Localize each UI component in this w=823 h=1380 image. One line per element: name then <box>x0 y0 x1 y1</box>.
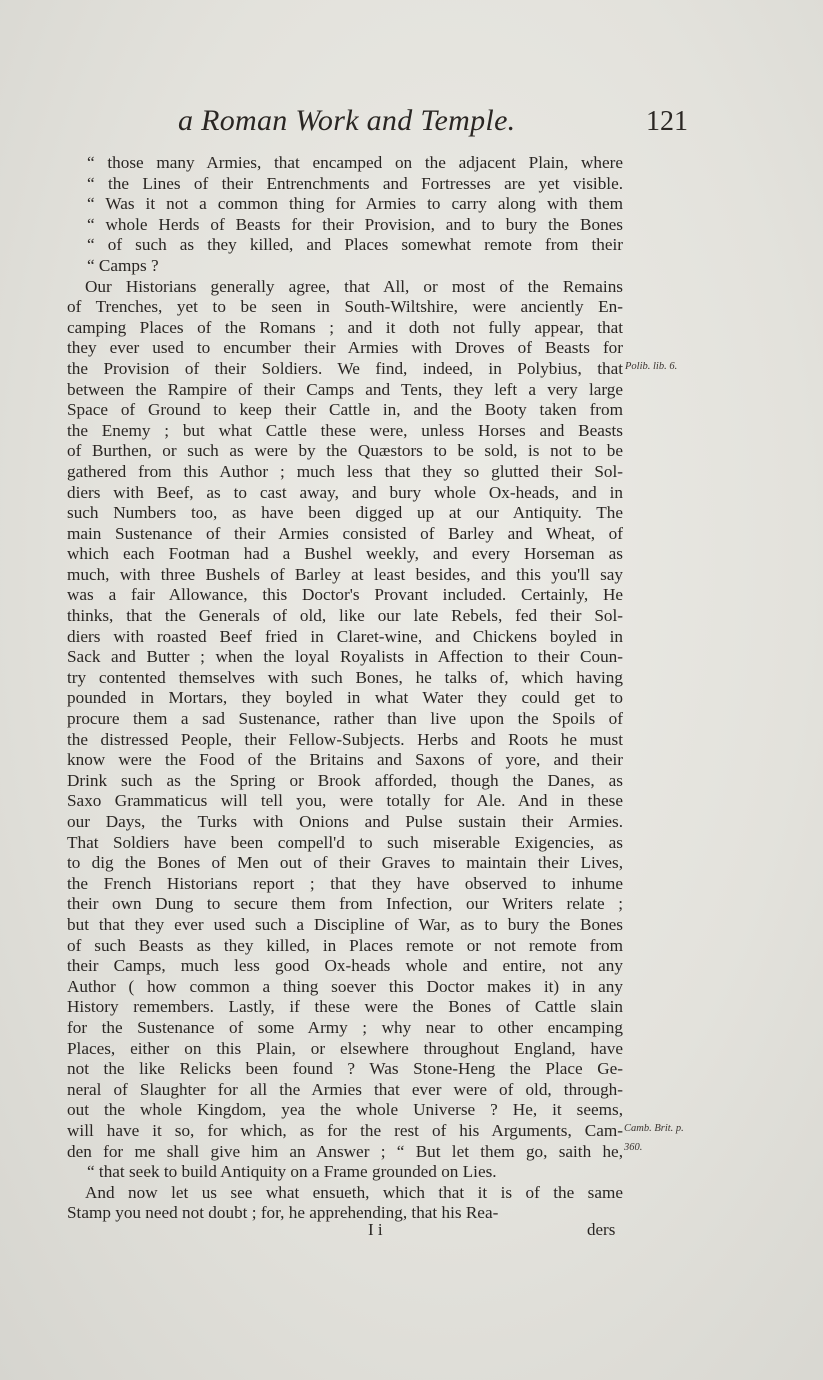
text-line: neral of Slaughter for all the Armies that ever were of old, through- <box>67 1079 623 1099</box>
text-line: for the Sustenance of some Army ; why near to other encamping <box>67 1017 623 1037</box>
text-line: diers with Beef, as to cast away, and bury whole Ox-heads, and in <box>67 482 623 502</box>
text-line: their own Dung to secure them from Infection, our Writers relate ; <box>67 894 623 914</box>
text-line: “ Camps ? <box>87 255 159 275</box>
signature-mark: I i <box>368 1220 383 1239</box>
text-line: to dig the Bones of Men out of their Graves to maintain their Lives, <box>67 853 623 873</box>
text-line: camping Places of the Romans ; and it doth not fully appear, that <box>67 317 623 337</box>
text-line: between the Rampire of their Camps and Tents, they left a very large <box>67 379 623 399</box>
text-line: History remembers. Lastly, if these were the Bones of Cattle slain <box>67 997 623 1017</box>
text-line: Space of Ground to keep their Cattle in, and the Booty taken from <box>67 400 623 420</box>
running-head <box>0 104 823 144</box>
text-line: “ of such as they killed, and Places somewhat remote from their <box>87 235 623 255</box>
margin-note-camden-page: 360. <box>624 1142 643 1153</box>
text-line: “ that seek to build Antiquity on a Frame grounded on Lies. <box>87 1162 497 1182</box>
text-line: of Burthen, or such as were by the Quæstors to be sold, is not to be <box>67 441 623 461</box>
text-line: pounded in Mortars, they boyled in what Water they could get to <box>67 688 623 708</box>
text-line: Places, either on this Plain, or elsewhere throughout England, have <box>67 1038 623 1058</box>
text-line: the distressed People, their Fellow-Subjects. Herbs and Roots he must <box>67 729 623 749</box>
text-line: diers with roasted Beef fried in Claret-wine, and Chickens boyled in <box>67 626 623 646</box>
text-line: “ whole Herds of Beasts for their Provision, and to bury the Bones <box>87 214 623 234</box>
text-line: of such Beasts as they killed, in Places remote or not remote from <box>67 935 623 955</box>
margin-note-polybius: Polib. lib. 6. <box>625 361 678 372</box>
text-line: such Numbers too, as have been digged up at our Antiquity. The <box>67 503 623 523</box>
text-line: And now let us see what ensueth, which that it is of the same <box>85 1182 623 1202</box>
text-line: Sack and Butter ; when the loyal Royalists in Affection to their Coun- <box>67 647 623 667</box>
text-line: our Days, the Turks with Onions and Pulse sustain their Armies. <box>67 812 623 831</box>
text-line: main Sustenance of their Armies consisted of Barley and Wheat, of <box>67 523 623 543</box>
text-line: they ever used to encumber their Armies with Droves of Beasts for <box>67 338 623 358</box>
text-line: “ those many Armies, that encamped on the adjacent Plain, where <box>87 153 623 172</box>
text-line: was a fair Allowance, this Doctor's Provant included. Certainly, He <box>67 585 623 605</box>
catchword: ders <box>587 1220 616 1239</box>
body-text <box>67 153 623 1224</box>
text-line: but that they ever used such a Discipline of War, as to bury the Bones <box>67 914 623 934</box>
running-head-title: a Roman Work and Temple. <box>178 104 516 137</box>
margin-note-camden: Camb. Brit. p. <box>624 1123 684 1134</box>
text-line: will have it so, for which, as for the rest of his Arguments, Cam- <box>67 1120 623 1140</box>
page-footer <box>0 1220 823 1244</box>
text-line: know were the Food of the Britains and Saxons of yore, and their <box>67 750 623 770</box>
text-line: not the like Relicks been found ? Was Stone-Heng the Place Ge- <box>67 1059 623 1079</box>
text-line: much, with three Bushels of Barley at least besides, and this you'll say <box>67 564 623 584</box>
text-line: Stamp you need not doubt ; for, he apprehending, that his Rea- <box>67 1203 499 1223</box>
text-line: which each Footman had a Bushel weekly, and every Horseman as <box>67 544 623 564</box>
text-line: Our Historians generally agree, that All, or most of the Remains <box>85 276 623 296</box>
text-line: “ the Lines of their Entrenchments and Fortresses are yet visible. <box>87 173 623 193</box>
text-line: Author ( how common a thing soever this Doctor makes it) in any <box>67 976 623 996</box>
page-number: 121 <box>646 106 688 137</box>
text-line: try contented themselves with such Bones, he talks of, which having <box>67 667 623 687</box>
text-line: That Soldiers have been compell'd to such miserable Exigencies, as <box>67 832 623 852</box>
text-line: den for me shall give him an Answer ; “ But let them go, saith he, <box>67 1141 623 1161</box>
text-line: procure them a sad Sustenance, rather than live upon the Spoils of <box>67 709 623 729</box>
text-line: their Camps, much less good Ox-heads whole and entire, not any <box>67 956 623 976</box>
text-line: Drink such as the Spring or Brook afforded, though the Danes, as <box>67 770 623 790</box>
text-line: out the whole Kingdom, yea the whole Universe ? He, it seems, <box>67 1100 623 1120</box>
text-line: thinks, that the Generals of old, like our late Rebels, fed their Sol- <box>67 606 623 626</box>
text-line: the Provision of their Soldiers. We find, indeed, in Polybius, that <box>67 358 623 378</box>
text-line: the Enemy ; but what Cattle these were, unless Horses and Beasts <box>67 420 623 440</box>
text-line: the French Historians report ; that they have observed to inhume <box>67 873 623 893</box>
text-line: “ Was it not a common thing for Armies to carry along with them <box>87 194 623 214</box>
text-line: gathered from this Author ; much less that they so glutted their Sol- <box>67 461 623 481</box>
text-line: of Trenches, yet to be seen in South-Wiltshire, were anciently En- <box>67 297 623 317</box>
text-line: Saxo Grammaticus will tell you, were totally for Ale. And in these <box>67 791 623 811</box>
